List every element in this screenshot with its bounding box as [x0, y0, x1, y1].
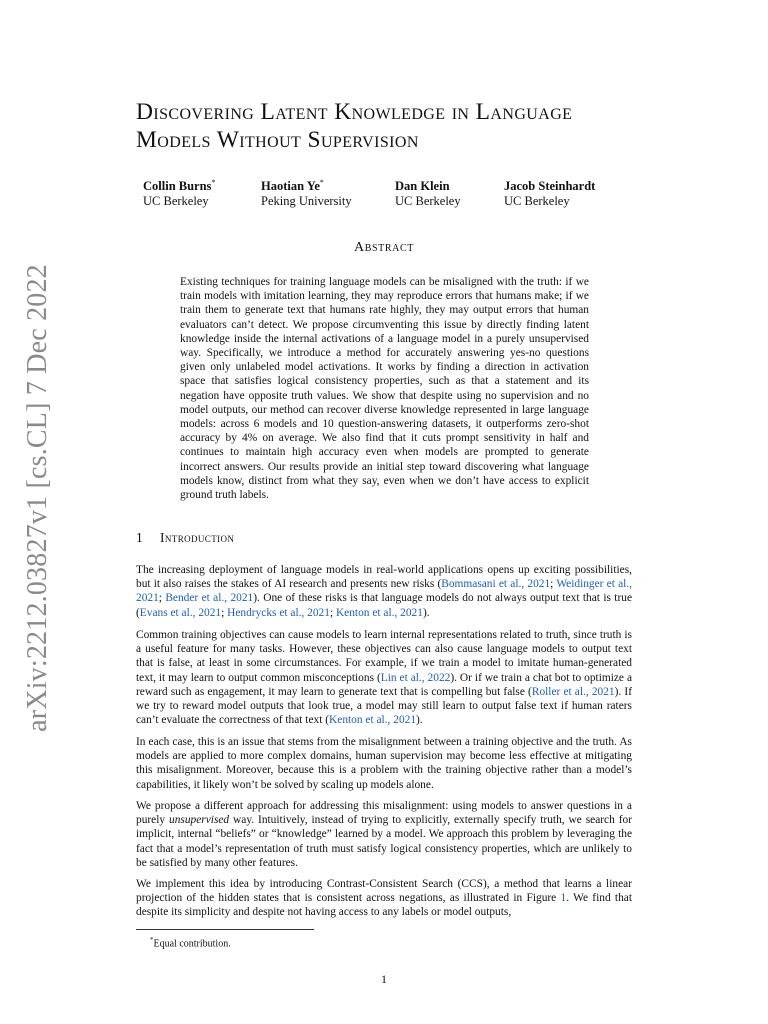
author-name: Haotian Ye*: [261, 178, 324, 194]
citation-link[interactable]: Evans et al., 2021: [139, 606, 222, 619]
intro-paragraph-1: The increasing deployment of language models in real-world applications opens up exciting possibilities, but it also raises the stakes of AI research and presents new risks (Bommasani et al., 2021; Weidinger et al., 2021; Bender et al., 2021). One of these risks is that language models do not always output text that is true (Evans et al., 2021; Hendrycks et al., 2021; Kenton et al., 2021).: [136, 564, 633, 619]
author-name: Dan Klein: [395, 179, 450, 194]
author-block: [395, 175, 461, 209]
author-affiliation: Peking University: [261, 194, 352, 209]
intro-paragraph-5: We implement this idea by introducing Contrast-Consistent Search (CCS), a method that learns a linear projection of the hidden states that is consistent across negations, as illustrated in Figure 1. We find that despite its simplicity and despite not having access to any labels or model outputs,: [136, 878, 632, 919]
footnote-rule: [136, 929, 314, 930]
author-name: Jacob Steinhardt: [504, 179, 596, 194]
abstract-heading: Abstract: [354, 240, 414, 255]
intro-paragraph-4: We propose a different approach for addressing this misalignment: using models to answer questions in a purely unsupervised way. Intuitively, instead of trying to explicitly, externally specify truth, we search for implicit, internal “beliefs” or “knowledge” learned by a model. We approach this problem by leveraging the fact that a model’s representation of truth must satisfy logical consistency properties, which are unlikely to be satisfied by many other features.: [136, 800, 632, 869]
author-name: Collin Burns*: [143, 178, 216, 194]
citation-link[interactable]: Lin et al., 2022: [380, 671, 451, 684]
author-affiliation: UC Berkeley: [504, 194, 570, 209]
figure-link[interactable]: 1: [560, 892, 567, 905]
author-affiliation: UC Berkeley: [143, 194, 209, 209]
section-number: 1: [136, 530, 144, 545]
citation-link[interactable]: Kenton et al., 2021: [329, 714, 417, 727]
paper-title: Discovering Latent Knowledge in Language Models Without Supervision: [136, 99, 573, 153]
intro-paragraph-3: In each case, this is an issue that stems from the misalignment between a training objective and the truth. As models are applied to more complex domains, human supervision may become less effective at mitigating this misalignment. Moreover, because this is a problem with the training objective rather than a model’s capabilities, it likely won’t be solved by scaling up models alone.: [136, 736, 632, 791]
arxiv-stamp-text: arXiv:2212.03827v1 [cs.CL] 7 Dec 2022: [22, 264, 53, 732]
citation-link[interactable]: Kenton et al., 2021: [335, 606, 423, 619]
citation-link[interactable]: Weidinger et al., 2021: [136, 578, 632, 605]
intro-paragraph-2: Common training objectives can cause models to learn internal representations related to truth, since truth is a useful feature for many tasks. However, these objectives can also cause language models to output text that is false, at least in some circumstances. For example, if we train a model to imitate human-generated text, it may learn to output common misconceptions (Lin et al., 2022). Or if we train a chat bot to optimize a reward such as engagement, it may learn to generate text that is compelling but false (Roller et al., 2021). If we try to reward model outputs that look true, a model may still learn to output false text if human raters can’t evaluate the correctness of that text (Kenton et al., 2021).: [136, 629, 633, 727]
page-number: 1: [381, 972, 387, 986]
author-block: [261, 175, 352, 209]
citation-link[interactable]: Hendrycks et al., 2021: [227, 606, 330, 619]
author-block: [504, 175, 595, 209]
section-title: Introduction: [160, 530, 235, 545]
citation-link[interactable]: Roller et al., 2021: [531, 685, 615, 698]
author-block: [143, 175, 215, 209]
citation-link[interactable]: Bender et al., 2021: [165, 592, 254, 605]
abstract-text: Existing techniques for training language models can be misaligned with the truth: if we train models with imitation learning, they may reproduce errors that humans make; if we train them to generate text that humans rate highly, they may output errors that human evaluators can’t detect. We propose circumventing this issue by directly finding latent knowledge inside the internal activations of a language model in a purely unsupervised way. Specifically, we introduce a method for accurately answering yes-no questions given only unlabeled model activations. It works by finding a direction in activation space that satisfies logical consistency properties, such as that a statement and its negation have opposite truth values. We show that despite using no supervision and no model outputs, our method can recover diverse knowledge represented in large language models: across 6 models and 10 question-answering datasets, it outperforms zero-shot accuracy by 4% on average. We also find that it cuts prompt sensitivity in half and continues to maintain high accuracy even when models are prompted to generate incorrect answers. Our results provide an initial step toward discovering what language models know, distinct from what they say, even when we don’t have access to explicit ground truth labels.: [180, 276, 589, 502]
author-affiliation: UC Berkeley: [395, 194, 461, 209]
footnote: *Equal contribution.: [150, 936, 231, 950]
section-heading: [136, 530, 234, 546]
arxiv-stamp: [20, 264, 56, 732]
citation-link[interactable]: Bommasani et al., 2021: [441, 578, 551, 591]
